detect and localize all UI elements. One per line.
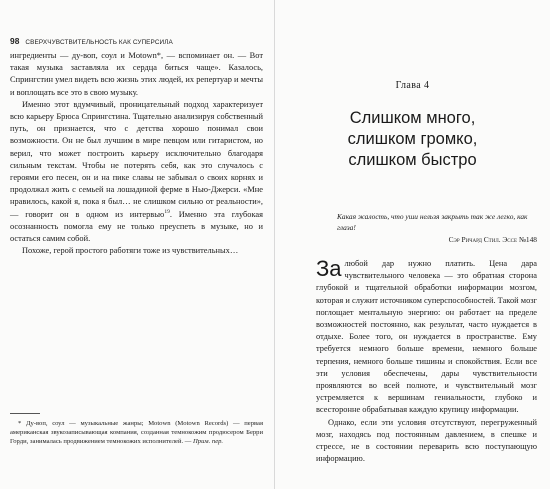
chapter-title-line: Слишком много,	[349, 109, 476, 127]
running-head-title: СВЕРХЧУВСТВИТЕЛЬНОСТЬ КАК СУПЕРСИЛА	[25, 39, 173, 46]
chapter-title-line: слишком быстро	[348, 151, 477, 169]
paragraph	[10, 99, 263, 245]
paragraph-text: Именно этот вдумчивый, проницательный подход характеризует всю карьеру Брюса Спрингстина. Тщательно анализируя собственный путь, он признается, что с детства хорошо понимал свои возможности. Он не был лучшим в мире певцом или гитаристом, но верил, что может построить карьеру исключительно благодаря сильным текстам. Чтобы не потерять себя, как это случалось с героями его песен, он и на пике славы не забывал о своих корнях и продолжал жить с семьей на лошадиной ферме в Нью-Джерси. «Мне нравилось, какой я, пока я был… не слишком сильно от реальности», — говорит он в одном из интервью	[10, 99, 263, 219]
footnote-text: * Ду-воп, соул — музыкальные жанры; Motown (Motown Records) — первая американская звукозаписывающая компания, созданная темнокожим продюсером Берри Горди, занималась продвижением темнокожих исполнителей. —	[10, 420, 263, 446]
epigraph-quote: Какая жалость, что уши нельзя закрыть так же легко, как глаза!	[337, 212, 528, 232]
footnote-rule	[10, 413, 40, 414]
footnote-note: Прим. пер.	[193, 438, 224, 446]
paragraph: Похоже, герой простого работяги тоже из чувствительных…	[22, 246, 239, 256]
epigraph-source: Сэр Ричард Стил. Эссе №148	[448, 235, 537, 245]
running-head	[10, 36, 264, 46]
drop-cap: За	[316, 256, 342, 281]
epigraph	[337, 212, 537, 246]
footnote-paragraph	[10, 419, 263, 447]
paragraph-text: любой дар нужно платить. Цена дара чувствительного человека — это обратная сторона глубокой и тщательной обработки информации мозгом, которая и служит источником суперспособностей. Такой мозг поглощает ментальную энергию: он работает на пределе возможностей постоянно, как результат, часто нуждается в отдыхе. Более того, он нуждается в пространстве. Ему требуется немного больше времени, немного больше терпения, немного больше тишины и спокойствия. Если все эти условия обеспечены, дары чувствительности проявляются во всей полноте, и чувствительный мозг устремляется к вершинам гениальности, глубоко и всесторонне обрабатывая каждую крупицу информации.	[316, 259, 537, 415]
footnote-ref: 19	[164, 208, 170, 215]
paragraph	[316, 258, 537, 417]
chapter-title-line: слишком громко,	[347, 130, 478, 148]
paragraph: ингредиенты — ду-воп, соул и Motown*, — вспоминает он. — Вот такая музыка заставляла их сердца биться чаще». Казалось, Спрингстин умел видеть всю жизнь этих людей, их репертуар и мечты и воплощать все это в свою музыку.	[10, 51, 263, 97]
footnote	[10, 419, 263, 447]
paragraph-text-tail: . Именно эта глубокая осознанность помогла ему не только преуспеть в музыке, но и остаться самим собой.	[10, 209, 263, 244]
left-body-text	[10, 50, 263, 257]
chapter-label: Глава 4	[395, 80, 430, 91]
chapter-title	[295, 108, 530, 171]
page-number: 98	[10, 36, 20, 46]
paragraph: Однако, если эти условия отсутствуют, перегруженный мозг, находясь под постоянным давлением, в спешке и стрессе, не в состоянии переварить всю поступающую информацию.	[316, 417, 537, 464]
right-body-text	[316, 258, 537, 465]
